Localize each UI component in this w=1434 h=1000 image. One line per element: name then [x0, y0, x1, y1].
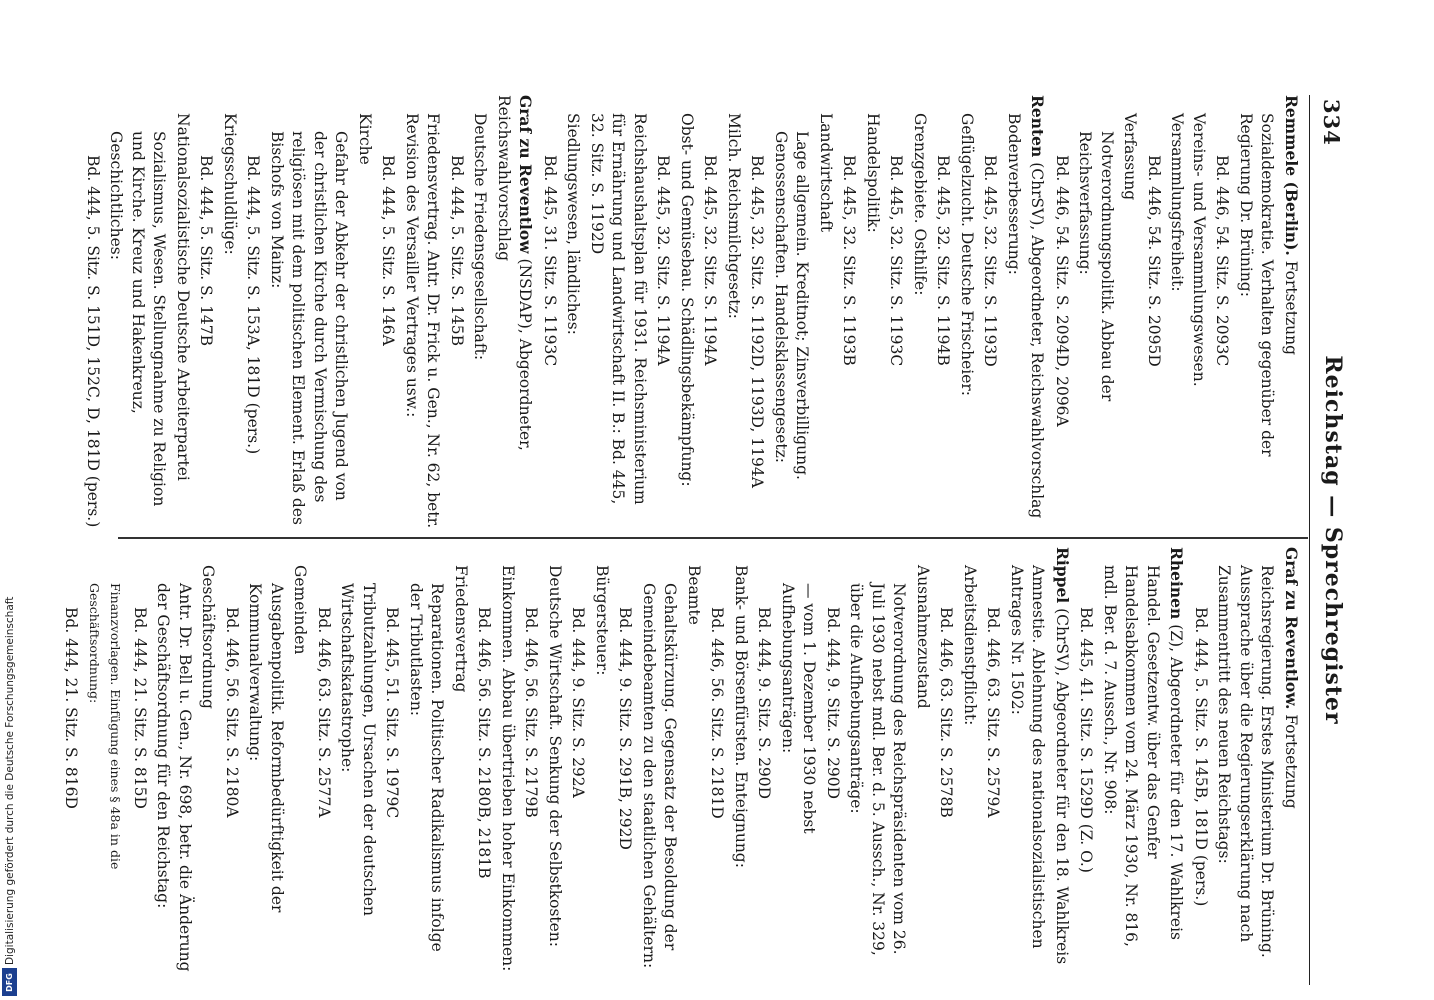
reference-line: Bd. 446, 54. Sitz. S. 2094D, 2096A [1053, 155, 1071, 427]
reference-line: Bd. 444, 5. Sitz. S. 151D, 152C, D, 181D (pers.) [84, 155, 102, 528]
reference-line: Bd. 445, 31. Sitz. S. 1193C [541, 155, 559, 367]
reference-line: Bd. 445, 32. Sitz. S. 1194A [701, 155, 720, 366]
topic-entry: Landwirtschaft [817, 113, 835, 233]
reference-line: Bd. 446, 63. Sitz. S. 2579A [984, 607, 1003, 818]
reference-line: Bd. 444, 9. Sitz. S. 291B, 292D [616, 607, 635, 850]
reference-line: Bd. 446, 63. Sitz. S. 2577A [315, 607, 333, 818]
reference-line: Bd. 445, 32. Sitz. S. 1193D [981, 155, 1000, 367]
credit-text: Digitalisierung gefördert durch die Deutsche Forschungsgemeinschaft [4, 596, 16, 965]
topic-entry: Geflügelzucht. Deutsche Frischeier: [958, 113, 976, 397]
topic-entry: Lage allgemein. Kreditnot; Zinsverbilligung. Genossenschaften. Handelsklassengesetz: [772, 131, 812, 480]
reference-line: Bd. 445, 32. Sitz. S. 1193C [887, 155, 906, 367]
column-divider [118, 537, 1308, 539]
left-column [84, 95, 1302, 531]
topic-entry: Ausgabenpolitik. Reformbedürftigkeit der Kommunalverwaltung: [246, 583, 286, 913]
speaker-name: Remmele (Berlin). [1282, 95, 1301, 256]
speaker-entry: Graf zu Reventlow. Fortsetzung [1282, 547, 1301, 809]
reference-line: Bd. 444, 5. Sitz. S. 145B [448, 155, 466, 347]
speaker-name: Rippel [1053, 547, 1072, 604]
topic-entry: Sozialdemokratie. Verhalten gegenüber der Regierung Dr. Brüning: [1237, 113, 1277, 457]
reference-line: Bd. 444, 21. Sitz. S. 816D [62, 607, 81, 809]
document-page [62, 95, 1350, 985]
topic-entry: Ausnahmezustand [914, 565, 932, 709]
reference-line: Bd. 445, 32. Sitz. S. 1193B [840, 155, 859, 366]
topic-entry: Kirche [356, 113, 374, 165]
topic-entry: Notverordnungspolitik. Abbau der Reichsverfassung: [1076, 131, 1116, 402]
reference-line: Bd. 446, 56. Sitz. S. 2181D [708, 607, 727, 819]
topic-entry: Bürgersteuer: [593, 565, 611, 676]
topic-entry: Deutsche Wirtschaft. Senkung der Selbstkosten: [546, 565, 564, 948]
topic-entry: Reichshaushaltsplan für 1931. Reichsministerium für Ernährung und Landwirtschaft II. B.: Bd. 445, 32. Sitz. S. 1192D [588, 113, 649, 505]
reference-line: Bd. 444, 5. Sitz. S. 145B, 181D (pers.) [1192, 607, 1210, 907]
digitization-credit [2, 596, 22, 995]
speaker-name: Rheinen [1167, 547, 1187, 620]
topic-entry: Grenzgebiete. Osthilfe: [911, 113, 929, 296]
topic-entry: Vereins- und Versammlungswesen. Versammlungsfreiheit: [1168, 113, 1208, 387]
topic-entry: Friedensvertrag [452, 565, 470, 693]
topic-entry: Verfassung [1121, 113, 1140, 201]
reference-line: Bd. 445, 32. Sitz. S. 1192D, 1193D, 1194A [748, 155, 767, 488]
reference-line: Bd. 446, 56. Sitz. S. 2180A [223, 607, 241, 818]
reference-line: Bd. 444, 5. Sitz. S. 153A, 181D (pers.) [244, 155, 263, 455]
reference-line: Bd. 444, 9. Sitz. S. 290D [755, 607, 774, 800]
speaker-entry: Graf zu Reventlow (NSDAP), Abgeordneter, Reichswahlvorschlag [495, 95, 536, 451]
topic-entry: Handel. Gesetzentw. über das Genfer Handelsabkommen vom 24. März 1930, Nr. 816, mdl. Ber. d. 7. Aussch., Nr. 908: [1101, 565, 1162, 947]
reference-line: Bd. 446, 63. Sitz. S. 2578B [937, 607, 956, 818]
reference-line: Bd. 446, 56. Sitz. S. 2179B [522, 607, 541, 818]
reference-line: Bd. 446, 54. Sitz. S. 2095D [1145, 155, 1163, 367]
reference-line: Bd. 444, 21. Sitz. S. 815D [131, 607, 149, 809]
speaker-name: Graf zu Reventlow. [1282, 547, 1301, 710]
topic-entry: Sozialismus, Wesen. Stellungnahme zu Religion und Kirche. Kreuz und Hakenkreuz, Geschichtliches: [107, 131, 169, 507]
page-header [1309, 95, 1350, 985]
page-title: Reichstag — Sprechregister [1320, 355, 1346, 725]
topic-entry: Tributzahlungen, Ursachen der deutschen Wirtschaftskatastrophe: [338, 583, 378, 917]
topic-entry: Antr. Dr. Bell u. Gen., Nr. 698, betr. die Änderung der Geschäftsordnung für den Reichstag: [154, 583, 194, 972]
topic-entry: Siedlungswesen, ländliches: [564, 113, 583, 335]
topic-entry: Friedensvertrag. Antr. Dr. Frick u. Gen., Nr. 62, betr. Revision des Versailler Vertrages usw.: [403, 113, 443, 529]
reference-line: Bd. 444, 5. Sitz. S. 147B [197, 155, 216, 347]
topic-entry: Reichsregierung. Erstes Ministerium Dr. Brüning. Aussprache über die Regierungserklärung nach Zusammentritt des neuen Reichstags: [1215, 565, 1277, 958]
reference-line: Bd. 445, 41. Sitz. S. 1529D (Z. O.) [1077, 607, 1096, 873]
reference-line: Bd. 444, 9. Sitz. S. 290D [824, 607, 842, 800]
topic-entry: Geschäftsordnung [199, 565, 218, 709]
speaker-entry: Rheinen (Z), Abgeordneter für den 17. Wahlkreis [1167, 547, 1187, 941]
right-column [62, 547, 1302, 983]
topic-entry: Einkommen. Abbau übertrieben hoher Einkommen: [499, 565, 517, 972]
topic-entry: Deutsche Friedensgesellschaft: [471, 113, 490, 361]
topic-entry: Bank- und Börsenfürsten. Enteignung: [732, 565, 750, 868]
topic-entry: Reparationen. Politischer Radikalismus infolge der Tributlasten: [407, 583, 447, 952]
topic-entry: Obst- und Gemüsebau. Schädlingsbekämpfung: [678, 113, 696, 487]
topic-entry: Arbeitsdienstpflicht: [961, 565, 979, 726]
reference-line: Bd. 445, 32. Sitz. S. 1194B [934, 155, 953, 366]
dfg-logo-text: DFG [5, 972, 15, 992]
speaker-name: Renten [1028, 95, 1048, 158]
dfg-logo [2, 968, 17, 996]
speaker-entry: Remmele (Berlin). Fortsetzung [1282, 95, 1301, 356]
topic-entry: Milch. Reichsmilchgesetz: [725, 113, 743, 319]
topic-entry: Amnestie. Ablehnung des nationalsozialistischen Antrages Nr. 1502: [1008, 565, 1048, 949]
topic-entry: Bodenverbesserung: [1005, 113, 1023, 275]
topic-entry: — vom 1. Dezember 1930 nebst Aufhebungsanträgen: [779, 583, 819, 834]
reference-line: Bd. 445, 51. Sitz. S. 1979C [383, 607, 402, 819]
reference-line: Bd. 446, 56. Sitz. S. 2180B, 2181B [475, 607, 494, 879]
speaker-entry: Renten (ChrSV), Abgeordneter, Reichswahlvorschlag [1028, 95, 1048, 519]
topic-entry: Nationalsozialistische Deutsche Arbeiterpartei [174, 113, 192, 481]
topic-entry: Gemeinden [291, 565, 310, 655]
topic-entry: Handelspolitik: [864, 113, 882, 233]
speaker-name: Graf zu Reventlow [516, 95, 536, 254]
topic-entry: Finanzvorlagen. Einfügung eines § 48a in die Geschäftsordnung: [87, 583, 124, 870]
topic-entry: Notverordnung des Reichspräsidenten vom 26. Juli 1930 nebst mdl. Ber. d. 5. Aussch., Nr. 329, über die Aufhebungsanträge: [847, 583, 909, 956]
reference-line: Bd. 445, 32. Sitz. S. 1194A [654, 155, 673, 366]
topic-entry: Beamte [685, 565, 703, 625]
speaker-entry: Rippel (ChrSV), Abgeordneter für den 18. Wahlkreis [1053, 547, 1072, 965]
topic-entry: Gehaltskürzung. Gegensatz der Besoldung der Gemeindebeamten zu den staatlichen Gehältern: [640, 583, 680, 969]
reference-line: Bd. 444, 9. Sitz. S. 292A [569, 607, 588, 798]
reference-line: Bd. 446, 54. Sitz. S. 2093C [1213, 155, 1232, 367]
topic-entry: Kriegsschuldlüge: [221, 113, 239, 255]
reference-line: Bd. 444, 5. Sitz. S. 146A [379, 155, 398, 346]
page-number: 334 [1319, 99, 1344, 146]
topic-entry: Gefahr der Abkehr der christlichen Jugend von der christlichen Kirche durch Vermischung des religiösen mit dem politischen Element. Erlaß des Bischofs von Mainz: [268, 131, 351, 525]
